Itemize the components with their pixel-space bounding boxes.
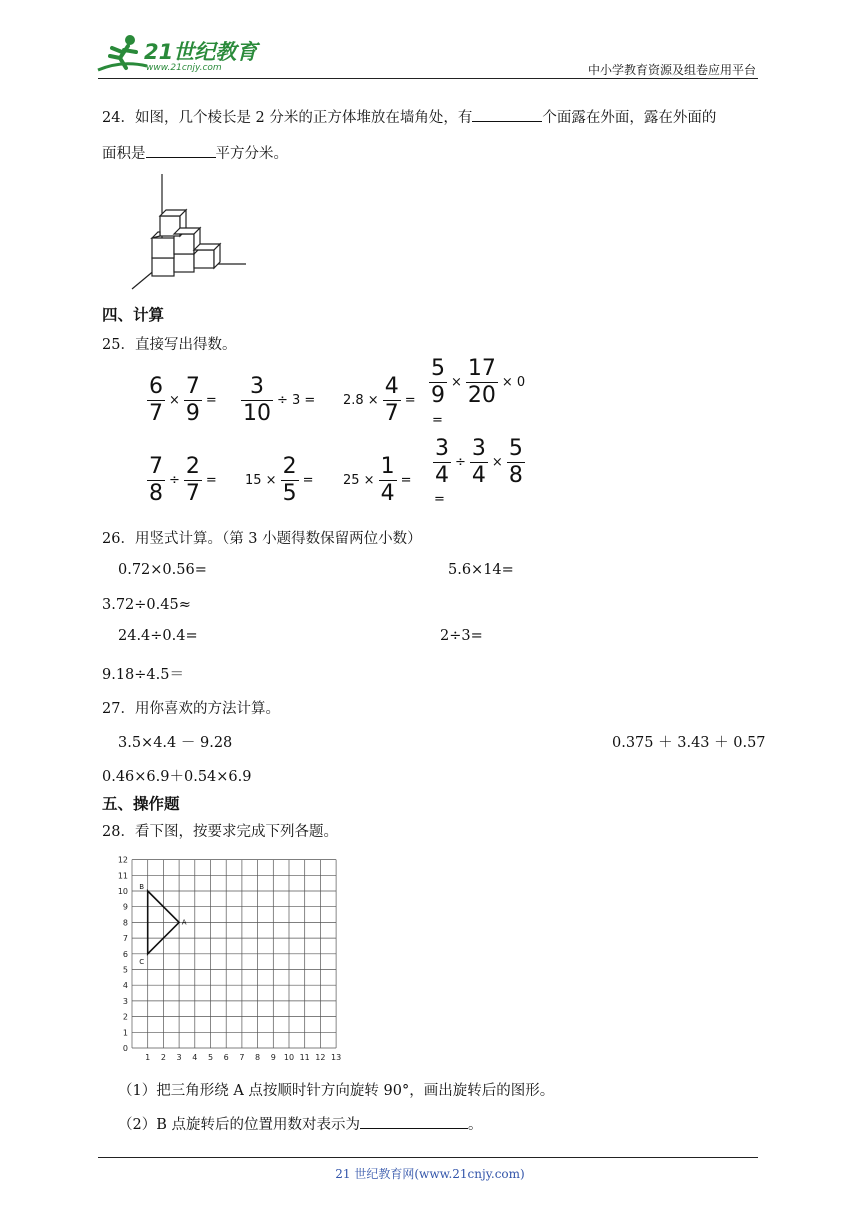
x-tick-label: 7 [239, 1053, 245, 1062]
fraction: $\frac{3}{4}$ [471, 436, 486, 488]
operator: × [491, 455, 503, 470]
y-tick-label: 5 [122, 965, 128, 975]
operator: 25 × [343, 473, 375, 488]
footer-text: 21 世纪教育网(www.21cnjy.com) [335, 1167, 525, 1181]
operator: 15 × [245, 473, 277, 488]
y-tick-label: 7 [122, 934, 128, 944]
q26-item-5: 2÷3= [440, 628, 483, 644]
q24-text-a: 24．如图，几个棱长是 2 分米的正方体堆放在墙角处，有 [102, 110, 473, 126]
q25-expr-3 [340, 376, 419, 425]
x-tick-label: 10 [283, 1053, 295, 1062]
x-tick-label: 12 [315, 1053, 326, 1062]
q25-expr-7 [340, 456, 414, 505]
q24-line2 [102, 142, 288, 163]
fraction: $\frac{3}{4}$ [435, 436, 449, 488]
q25-expr-2 [240, 376, 318, 425]
operator: × [451, 375, 462, 390]
q27-item-3: 0.46×6.9＋0.54×6.9 [102, 769, 252, 785]
q25-expr-1 [146, 376, 220, 425]
fraction: $\frac{7}{9}$ [185, 374, 200, 426]
cube-stack-figure [128, 172, 250, 292]
fraction: $\frac{17}{20}$ [467, 356, 496, 408]
header-logo [92, 30, 262, 80]
answer-blank-faces[interactable] [472, 106, 542, 122]
equals: = [302, 473, 314, 488]
equals: = [205, 473, 217, 488]
logo-url: www.21cnjy.com [146, 63, 222, 73]
x-tick-label: 13 [331, 1053, 342, 1062]
operator: ÷ [169, 473, 180, 488]
fraction: $\frac{7}{8}$ [149, 454, 163, 506]
fraction: $\frac{2}{5}$ [282, 454, 297, 506]
q28-sub1: （1）把三角形绕 A 点按顺时针方向旋转 90°，画出旋转后的图形。 [118, 1083, 555, 1099]
q26-item-1: 0.72×0.56= [118, 562, 207, 578]
y-tick-label: 10 [117, 887, 128, 896]
q27-item-2: 0.375 ＋ 3.43 ＋ 0.57 [612, 735, 766, 751]
q26-item-3: 3.72÷0.45≈ [102, 597, 191, 613]
answer-blank-pair[interactable] [360, 1113, 468, 1129]
q26-item-4: 24.4÷0.4= [118, 628, 198, 644]
fraction: $\frac{4}{7}$ [384, 374, 399, 426]
q28-prompt: 28．看下图，按要求完成下列各题。 [102, 824, 338, 840]
point-label: B [139, 883, 145, 891]
fraction: $\frac{5}{8}$ [508, 436, 523, 488]
q24-text-d: 平方分米。 [215, 146, 288, 162]
equals: = [404, 393, 416, 408]
header-rule [98, 78, 758, 79]
q28-sub2-end: 。 [468, 1117, 483, 1133]
y-tick-label: 11 [117, 871, 128, 881]
y-tick-label: 2 [122, 1012, 128, 1022]
answer-blank-area[interactable] [146, 142, 216, 158]
y-tick-label: 0 [122, 1044, 128, 1053]
operator: × [169, 393, 180, 408]
x-tick-label: 8 [255, 1053, 261, 1062]
q25-expr-5 [146, 456, 220, 505]
q25-prompt: 25．直接写出得数。 [102, 337, 237, 353]
q25-expr-4 [428, 358, 528, 407]
footer-rule [98, 1157, 758, 1158]
q26-prompt: 26．用竖式计算。（第 3 小题得数保留两位小数） [102, 531, 422, 547]
x-tick-label: 3 [176, 1053, 182, 1062]
y-tick-label: 12 [117, 855, 128, 865]
q27-prompt: 27．用你喜欢的方法计算。 [102, 701, 280, 717]
logo-text: 21世纪教育 [144, 40, 258, 64]
equals: = [400, 473, 412, 488]
y-tick-label: 8 [122, 918, 128, 928]
x-tick-label: 9 [270, 1053, 276, 1062]
fraction: $\frac{1}{4}$ [380, 454, 395, 506]
x-tick-label: 2 [160, 1053, 166, 1062]
fraction: $\frac{2}{7}$ [185, 454, 200, 506]
x-tick-label: 5 [207, 1053, 214, 1062]
x-tick-label: 1 [145, 1053, 151, 1062]
q26-item-6: 9.18÷4.5＝ [102, 667, 184, 683]
q24-text-c: 面积是 [102, 146, 146, 162]
q24-text-b: 个面露在外面，露在外面的 [542, 110, 717, 126]
operator: ÷ 3 = [277, 393, 316, 408]
operator: ÷ [455, 455, 466, 470]
q26-item-2: 5.6×14= [448, 562, 514, 578]
y-tick-label: 9 [122, 902, 128, 912]
y-tick-label: 6 [122, 949, 128, 959]
q27-item-1: 3.5×4.4 － 9.28 [118, 735, 233, 751]
x-tick-label: 11 [299, 1053, 310, 1062]
q25-expr-6 [242, 456, 316, 505]
equals: = [434, 492, 445, 507]
point-label: A [181, 918, 187, 927]
fraction: $\frac{3}{10}$ [243, 374, 271, 426]
header-right-text: 中小学教育资源及组卷应用平台 [587, 63, 756, 77]
operator: 2.8 × [343, 393, 379, 408]
runner-logo-icon [92, 30, 152, 80]
section-5-title: 五、操作题 [102, 795, 180, 813]
q28-sub2 [118, 1113, 483, 1134]
y-tick-label: 1 [122, 1028, 128, 1038]
x-tick-label: 6 [223, 1053, 229, 1062]
q25-expr-8 [432, 438, 526, 487]
section-4-title: 四、计算 [102, 306, 165, 324]
fraction: $\frac{5}{9}$ [431, 356, 445, 408]
fraction: $\frac{6}{7}$ [149, 374, 163, 426]
y-tick-label: 3 [122, 996, 128, 1006]
equals: = [205, 393, 217, 408]
point-label: C [139, 957, 145, 966]
equals: = [432, 413, 443, 428]
q28-sub2-text: （2）B 点旋转后的位置用数对表示为 [118, 1117, 360, 1133]
q24-line1 [102, 106, 716, 127]
operator: × 0 [501, 375, 526, 390]
coordinate-grid[interactable] [112, 852, 352, 1066]
x-tick-label: 4 [192, 1053, 198, 1062]
y-tick-label: 4 [122, 981, 128, 991]
